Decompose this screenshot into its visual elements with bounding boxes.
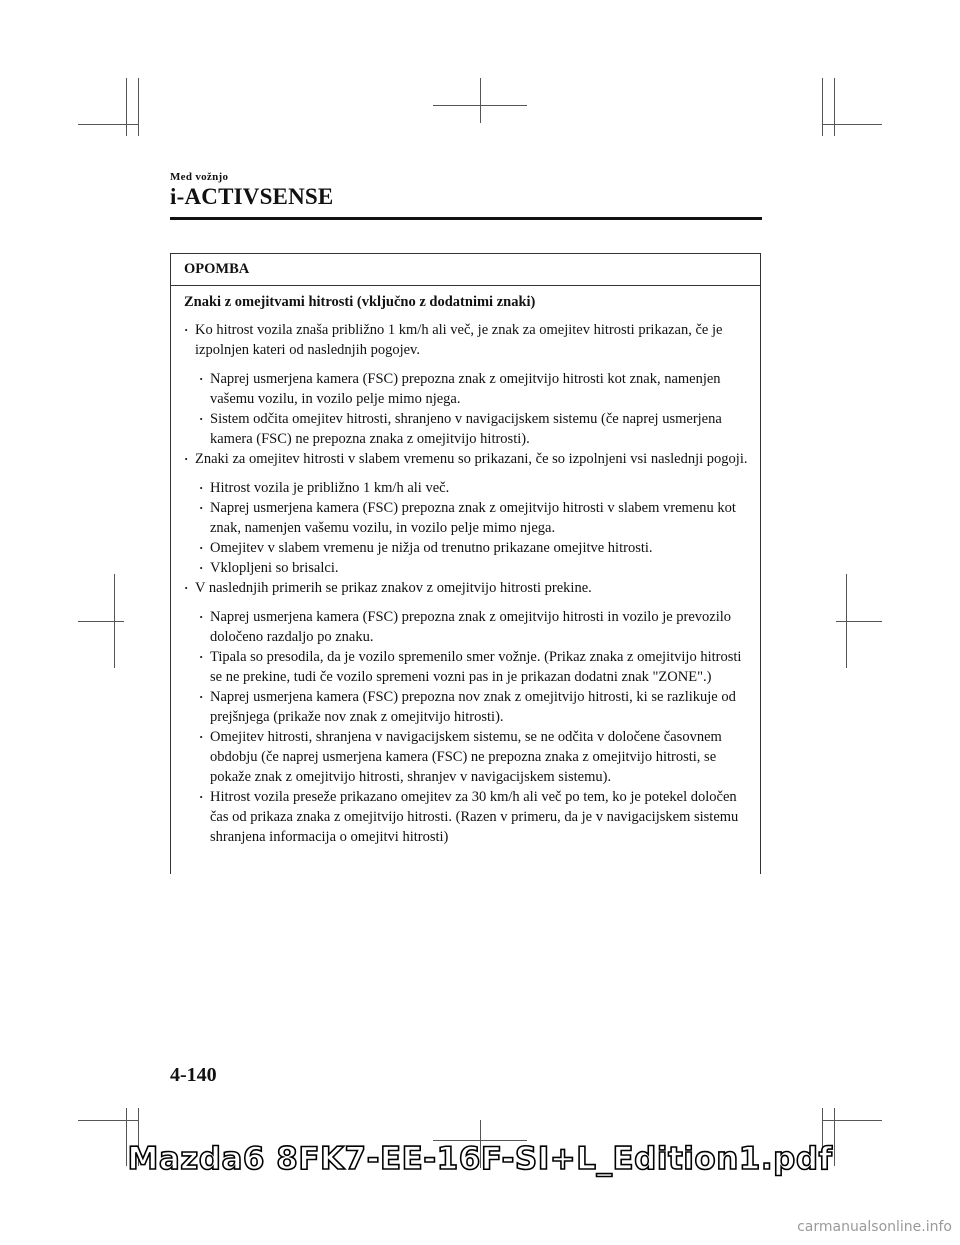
watermark: carmanualsonline.info <box>797 1219 952 1235</box>
bullet-dot-icon: · <box>199 371 204 386</box>
bullet-item: · Znaki za omejitev hitrosti v slabem vremenu so prikazani, če so izpolnjeni vsi naslednji pogoji. <box>184 451 748 467</box>
bullet-dot-icon: · <box>199 729 204 744</box>
bullet-dot-icon: · <box>199 689 204 704</box>
title-divider <box>170 217 762 220</box>
bullet-dot-icon: · <box>184 322 189 337</box>
bullet-item: · V naslednjih primerih se prikaz znakov z omejitvijo hitrosti prekine. <box>184 580 592 596</box>
bullet-dot-icon: · <box>199 560 204 575</box>
note-heading: OPOMBA <box>171 254 760 286</box>
note-subtitle: Znaki z omejitvami hitrosti (vključno z dodatnimi znaki) <box>184 294 536 310</box>
sub-bullet-item: · Naprej usmerjena kamera (FSC) prepozna nov znak z omejitvijo hitrosti, ki se razlikuje od prejšnjega (prikaže nov znak z omejitvijo hitrosti). <box>199 689 736 725</box>
sub-bullet-item: · Hitrost vozila je približno 1 km/h ali več. <box>199 480 450 496</box>
note-box <box>170 253 761 874</box>
sub-bullet-item: · Naprej usmerjena kamera (FSC) prepozna znak z omejitvijo hitrosti in vozilo je prevozilo določeno razdaljo po znaku. <box>199 609 732 645</box>
bullet-dot-icon: · <box>199 609 204 624</box>
sub-bullet-item: · Sistem odčita omejitev hitrosti, shranjeno v navigacijskem sistemu (če naprej usmerjena kamera (FSC) ne prepozna znaka z omejitvijo hitrosti). <box>199 411 722 447</box>
sub-bullet-item: · Naprej usmerjena kamera (FSC) prepozna znak z omejitvijo hitrosti v slabem vremenu kot znak, namenjen vašemu vozilu, in vozilo pelje mimo njega. <box>199 500 736 536</box>
bullet-dot-icon: · <box>199 789 204 804</box>
sub-bullet-item: · Omejitev v slabem vremenu je nižja od trenutno prikazane omejitve hitrosti. <box>199 540 653 556</box>
document-filename: Mazda6 8FK7-EE-16F-SI+L_Edition1.pdf <box>127 1141 833 1177</box>
sub-bullet-item: · Naprej usmerjena kamera (FSC) prepozna znak z omejitvijo hitrosti kot znak, namenjen vašemu vozilu, in vozilo pelje mimo njega. <box>199 371 721 407</box>
sub-bullet-item: · Vklopljeni so brisalci. <box>199 560 339 576</box>
bullet-dot-icon: · <box>199 500 204 515</box>
bullet-dot-icon: · <box>199 411 204 426</box>
bullet-dot-icon: · <box>184 580 189 595</box>
page-number: 4-140 <box>170 1064 217 1086</box>
bullet-dot-icon: · <box>199 540 204 555</box>
page-title: i-ACTIVSENSE <box>170 184 334 209</box>
bullet-item: · Ko hitrost vozila znaša približno 1 km/h ali več, je znak za omejitev hitrosti prikazan, če je izpolnjen kateri od naslednjih pogojev. <box>184 322 723 358</box>
note-body <box>171 286 760 847</box>
sub-bullet-item: · Hitrost vozila preseže prikazano omejitev za 30 km/h ali več po tem, ko je potekel določen čas od prikaza znaka z omejitvijo hitrosti. (Razen v primeru, da je v navigacijskem sistemu shranjena informacija o omejitvi hitrosti) <box>199 789 739 845</box>
section-label: Med vožnjo <box>170 171 229 183</box>
sub-bullet-item: · Tipala so presodila, da je vozilo spremenilo smer vožnje. (Prikaz znaka z omejitvijo hitrosti se ne prekine, tudi če vozilo spremeni vozni pas in je prikazan dodatni znak "ZONE".) <box>199 649 742 685</box>
bullet-dot-icon: · <box>199 480 204 495</box>
bullet-dot-icon: · <box>199 649 204 664</box>
bullet-dot-icon: · <box>184 451 189 466</box>
sub-bullet-item: · Omejitev hitrosti, shranjena v navigacijskem sistemu, se ne odčita v določene časovnem obdobju (če naprej usmerjena kamera (FSC) ne prepozna znaka z omejitvijo hitrosti, se pokaže znak z omejitvijo hitrosti, shranjev v navigacijskem sistemu). <box>199 729 722 785</box>
